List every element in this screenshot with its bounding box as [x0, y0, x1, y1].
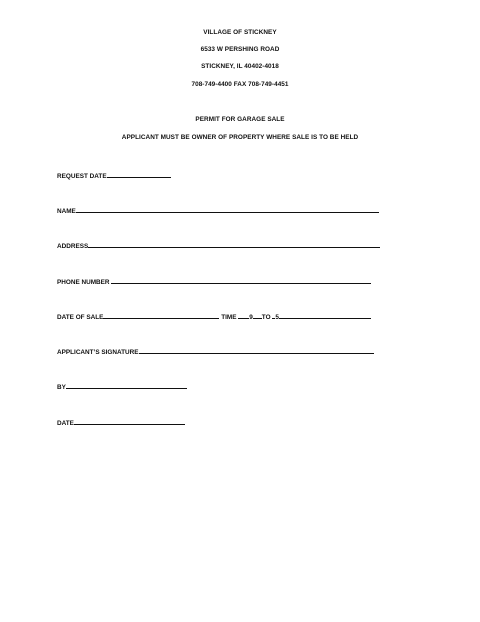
- date-field[interactable]: [74, 417, 185, 425]
- phone-number-label: PHONE NUMBER: [57, 279, 110, 286]
- address-field[interactable]: [88, 240, 380, 248]
- by-field[interactable]: [66, 381, 187, 389]
- time-start-blank-left[interactable]: [238, 311, 249, 319]
- time-end-field[interactable]: [279, 311, 371, 319]
- signature-label: APPLICANT’S SIGNATURE: [57, 349, 139, 356]
- request-date-row: [57, 170, 171, 181]
- phone-number-field[interactable]: [111, 276, 371, 284]
- org-name: VILLAGE OF STICKNEY: [203, 29, 277, 36]
- time-to-label: TO: [261, 314, 271, 321]
- by-label: BY: [57, 384, 66, 391]
- address-row: [57, 240, 380, 251]
- date-label: DATE: [57, 420, 74, 427]
- time-label: TIME: [221, 314, 237, 321]
- time-start-blank-right[interactable]: [253, 311, 262, 319]
- date-of-sale-label: DATE OF SALE: [57, 314, 104, 321]
- signature-row: [57, 346, 374, 357]
- phone-number-row: [57, 276, 371, 287]
- time-end-value: 5: [275, 314, 279, 321]
- form-title: PERMIT FOR GARAGE SALE: [195, 116, 285, 123]
- name-row: [57, 205, 379, 216]
- signature-field[interactable]: [139, 346, 374, 354]
- name-field[interactable]: [76, 205, 379, 213]
- form-subtitle: APPLICANT MUST BE OWNER OF PROPERTY WHERE SALE IS TO BE HELD: [121, 134, 359, 141]
- org-city: STICKNEY, IL 40402-4018: [201, 63, 279, 70]
- date-of-sale-row: [57, 311, 371, 322]
- by-row: [57, 381, 187, 392]
- time-start-value: 9: [249, 314, 253, 321]
- request-date-label: REQUEST DATE: [57, 173, 107, 180]
- date-row: [57, 417, 185, 428]
- org-phone: 708-749-4400 FAX 708-749-4451: [191, 81, 289, 88]
- org-address: 6533 W PERSHING ROAD: [200, 46, 280, 53]
- name-label: NAME: [57, 208, 76, 215]
- request-date-field[interactable]: [107, 170, 171, 178]
- date-of-sale-field[interactable]: [103, 311, 219, 319]
- address-label: ADDRESS: [57, 243, 89, 250]
